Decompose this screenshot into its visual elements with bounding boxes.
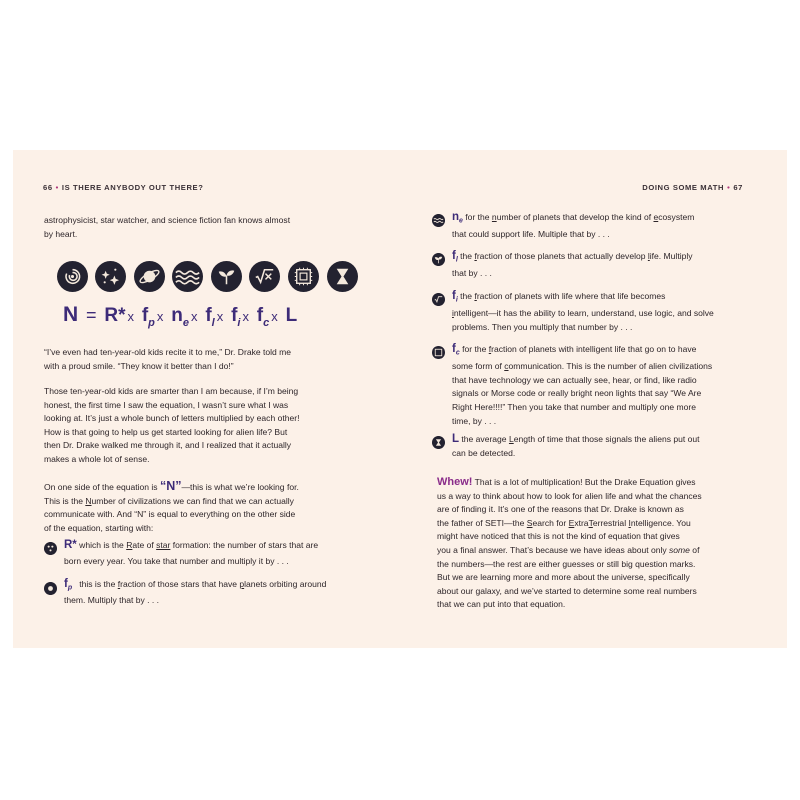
circuit-chip-icon xyxy=(288,261,319,292)
intro-text: astrophysicist, star watcher, and science fiction fan knows almost by heart. xyxy=(44,215,291,239)
paragraph-whew: Whew! That is a lot of multiplication! But the Drake Equation gives us a way to think about how to look for alien life and what the chances are of finding it. It’s one of the reasons that Dr. Drake is known as the father of SETI—the Search for ExtraTerrestrial Intelligence. You might have noticed that this is not the kind of equation that gives you a final answer. That’s because we have ideas about only some of the numbers—the rest are either guesses or still big question marks. But we are learning more and more about the universe, specifically about our galaxy, and we’ve started to determine some real numbers that we can put into that equation. xyxy=(437,476,702,610)
sprout-small-icon xyxy=(432,253,445,266)
drake-equation: N = R* x $f_p$ x $n_e$ x $f_l$ x $f_i$ x $f_c$ x L xyxy=(63,303,298,330)
paragraph-N: On one side of the equation is “N”—this is what we’re looking for. This is the Number of civilizations we can find that we can actually communicate with. And “N” is equal to everything on the other side of the equation, starting with: xyxy=(44,479,299,533)
sprout-icon xyxy=(211,261,242,292)
bullet-fc: $f_c$ for the fraction of planets with intelligent life that go on to have some form of communication. This is the number of alien civilizations that have technology we can actually see, hear, or find, like radio signals or Morse code or really bright neon lights that say “We Are Right Here!!!!” Then you take that number and multiply one more time, by . . . xyxy=(452,343,713,426)
sqrt-x-icon xyxy=(249,261,280,292)
left-running-title: IS THERE ANYBODY OUT THERE? xyxy=(61,183,204,192)
stars-small-icon xyxy=(44,542,57,555)
right-running-title: DOING SOME MATH xyxy=(642,183,725,192)
planet-small-icon xyxy=(44,582,57,595)
bullet-fl: $f_l$ the fraction of those planets that actually develop life. Multiply that by . . . xyxy=(452,250,693,279)
galaxy-icon xyxy=(57,261,88,292)
waves-small-icon xyxy=(432,214,445,227)
right-page-number: 67 xyxy=(733,183,743,192)
paragraph-kids: Those ten-year-old kids are smarter than I am because, if I’m being honest, the first time I saw the equation, I wasn’t sure what I was looking at. It’s just a whole bunch of letters multiplied by each other! How is that going to help us get started looking for alien life? But then Dr. Drake walked me through it, and I realized that it actually makes a whole lot of sense. xyxy=(44,386,300,464)
bullet-R-star: R* which is the Rate of star formation: the number of stars that are xyxy=(64,539,319,551)
bullet-fi: $f_i$ the fraction of planets with life where that life becomes intelligent—it has the ability to learn, understand, use logic, and solve problems. Then you multiply that number by . . . xyxy=(452,290,714,332)
sqrt-x-small-icon xyxy=(432,293,445,306)
right-running-head: DOING SOME MATH • 67 xyxy=(642,183,743,192)
bullet-fp: $f_p$ this is the fraction of those stars that have planets orbiting around xyxy=(64,578,327,592)
left-page: 66 • IS THERE ANYBODY OUT THERE? astrophysicist, star watcher, and science fiction fan knows almost by heart. N = R* x $f_p$ x $n_e$ x $f_l$ x $f_i$ x $f_c$ x L “I’ve even had ten-year-old kids recite it to me,” Dr. Drake told me with a proud smile. “They know it better than I do!” Those ten-year-old kids are smarter than I am because, if I’m being honest, the first time I saw the equation, I wasn’t sure what I was looking at. It’s just a whole bunch of letters multiplied by each other! How is that going to help us get started looking for alien life? But then Dr. Drake walked me through it, and I realized that it actually makes a whole lot of sense. On one side of the equation is “N”—this is what we’re looking for. This is the Number of civilizations we can find that we can actually communicate with. And “N” is equal to everything on the other side of the equation, starting with: R* which is the Rate of star formation: the number of stars that are born every year. You take that number and multiply it by . . . $f_p$ this is the fraction of those stars that have planets orbiting around them. Multiply that by . . . xyxy=(13,150,400,648)
hourglass-icon xyxy=(327,261,358,292)
planet-ring-icon xyxy=(134,261,165,292)
paragraph-quote: “I’ve even had ten-year-old kids recite it to me,” Dr. Drake told me with a proud smile. “They know it better than I do!” xyxy=(44,347,292,371)
left-page-number: 66 xyxy=(43,183,53,192)
drake-icons-row xyxy=(57,261,371,297)
left-running-head: 66 • IS THERE ANYBODY OUT THERE? xyxy=(43,183,204,192)
chip-small-icon xyxy=(432,346,445,359)
stars-icon xyxy=(95,261,126,292)
right-page xyxy=(400,150,787,648)
book-spread xyxy=(13,150,787,648)
bullet-ne: $n_e$ for the number of planets that develop the kind of ecosystem that could support life. Multiple that by . . . xyxy=(452,211,695,240)
waves-icon xyxy=(172,261,203,292)
bullet-L: L the average Length of time that those signals the aliens put out can be detected. xyxy=(452,433,700,458)
hourglass-small-icon xyxy=(432,436,445,449)
